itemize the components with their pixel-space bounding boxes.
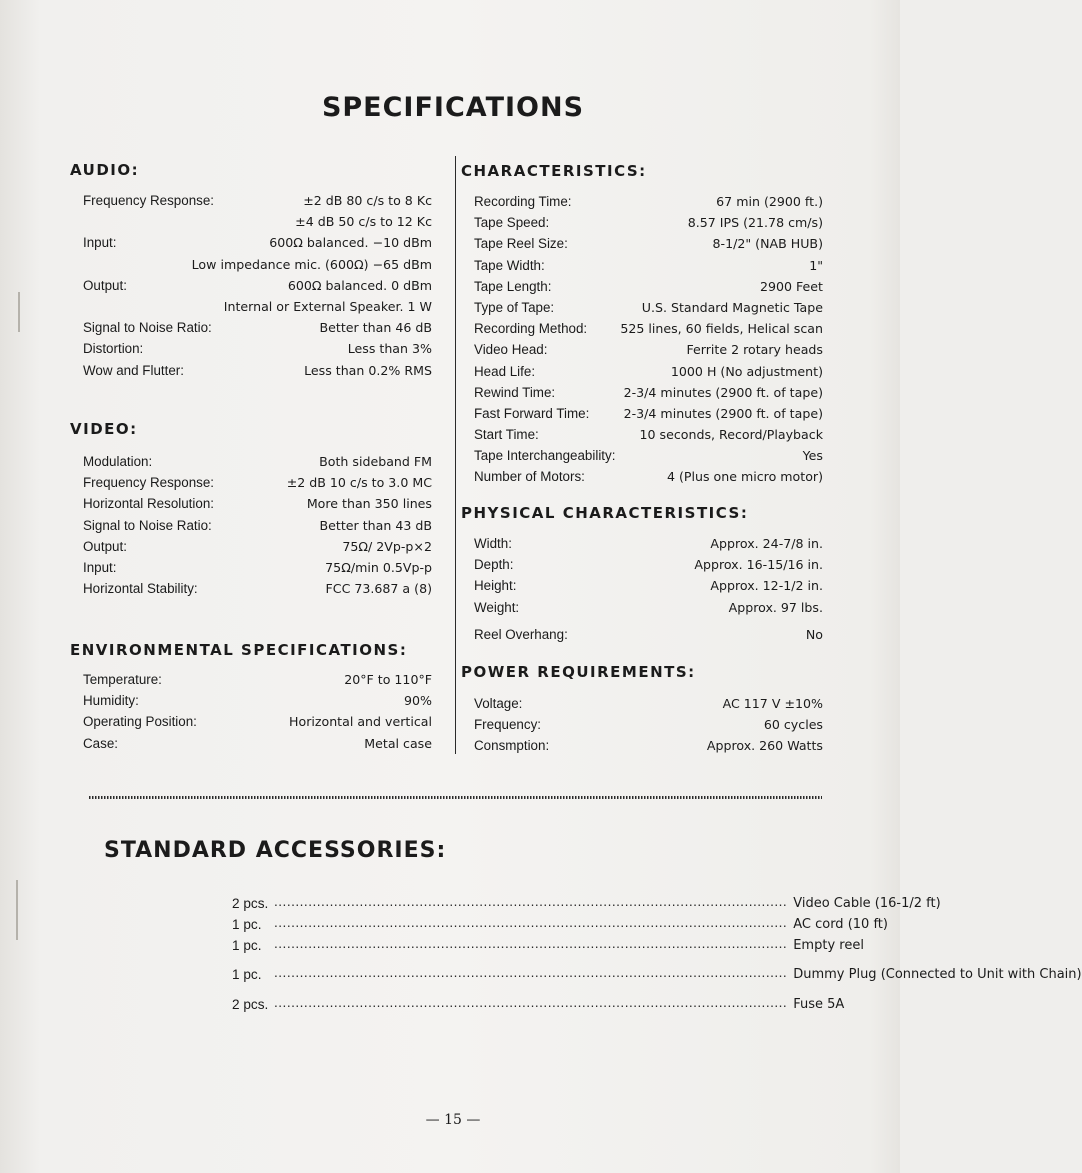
edge-mark [18, 292, 20, 332]
spec-row: Frequency Response: ±2 dB 10 c/s to 3.0 MC [83, 475, 432, 491]
physical-spec-list [474, 533, 823, 645]
spec-row: Head Life: 1000 H (No adjustment) [474, 363, 823, 379]
dotted-divider [89, 796, 822, 799]
leader-dots: ........................................................................................................................ [274, 894, 788, 909]
audio-heading: AUDIO: [70, 161, 140, 179]
spec-row: Tape Width: 1" [474, 257, 823, 273]
leader-dots: ........................................................................................................................ [274, 995, 788, 1010]
spec-row: Internal or External Speaker. 1 W [223, 298, 432, 314]
leader-dots: ........................................................................................................................ [274, 915, 788, 930]
spec-row: Output: 600Ω balanced. 0 dBm [83, 277, 432, 293]
spec-row: Distortion: Less than 3% [83, 341, 432, 357]
spec-row: Start Time: 10 seconds, Record/Playback [474, 427, 823, 443]
spec-row: Horizontal Resolution: More than 350 lines [83, 496, 432, 512]
spec-row: Reel Overhang: No [474, 626, 823, 642]
spec-row: Rewind Time: 2-3/4 minutes (2900 ft. of tape) [474, 384, 823, 400]
spec-row: Signal to Noise Ratio: Better than 46 dB [83, 320, 432, 336]
spec-row: Fast Forward Time: 2-3/4 minutes (2900 ft. of tape) [474, 405, 823, 421]
spec-row: ±4 dB 50 c/s to 12 Kc [295, 214, 432, 230]
spec-row: Video Head: Ferrite 2 rotary heads [474, 342, 823, 358]
audio-spec-list [83, 190, 432, 381]
power-spec-list [474, 693, 823, 757]
spec-row: Recording Time: 67 min (2900 ft.) [474, 194, 823, 209]
spec-row: Frequency Response: ±2 dB 80 c/s to 8 Kc [83, 193, 432, 208]
spec-row: Input: 75Ω/min 0.5Vp-p [83, 559, 432, 575]
characteristics-heading: CHARACTERISTICS: [461, 162, 647, 180]
spec-row: Recording Method: 525 lines, 60 fields, Helical scan [474, 321, 823, 337]
spec-row: Case: Metal case [83, 735, 432, 751]
environmental-spec-list [83, 669, 432, 754]
spec-row: Tape Length: 2900 Feet [474, 278, 823, 294]
accessory-item: 2 pcs. ........................................................................................................................ Fuse 5A [232, 995, 845, 1012]
leader-dots: ........................................................................................................................ [274, 936, 788, 951]
spec-row: Height: Approx. 12-1/2 in. [474, 578, 823, 594]
spec-row: Weight: Approx. 97 lbs. [474, 599, 823, 615]
environmental-heading: ENVIRONMENTAL SPECIFICATIONS: [70, 641, 408, 659]
spec-row: Frequency: 60 cycles [474, 717, 823, 733]
spec-row: Wow and Flutter: Less than 0.2% RMS [83, 362, 432, 378]
page-title: SPECIFICATIONS [321, 92, 585, 123]
spec-row: Temperature: 20°F to 110°F [83, 672, 432, 687]
physical-heading: PHYSICAL CHARACTERISTICS: [461, 504, 749, 522]
spec-row: Type of Tape: U.S. Standard Magnetic Tape [474, 299, 823, 315]
spec-row: Tape Speed: 8.57 IPS (21.78 cm/s) [474, 215, 823, 231]
spec-row: Low impedance mic. (600Ω) −65 dBm [191, 256, 432, 272]
accessory-item: 1 pc. ........................................................................................................................ Dummy Plug (Connected to Unit with Chain) [232, 965, 1082, 982]
accessory-item: 1 pc. ........................................................................................................................ AC cord (10 ft) [232, 915, 888, 932]
spec-row: Width: Approx. 24-7/8 in. [474, 536, 823, 551]
spec-row: Input: 600Ω balanced. −10 dBm [83, 235, 432, 251]
spec-row: Consmption: Approx. 260 Watts [474, 738, 823, 754]
spec-row: Depth: Approx. 16-15/16 in. [474, 557, 823, 573]
edge-mark [16, 880, 18, 940]
power-heading: POWER REQUIREMENTS: [461, 663, 696, 681]
spec-row: Horizontal Stability: FCC 73.687 a (8) [83, 581, 432, 597]
leader-dots: ........................................................................................................................ [274, 965, 788, 980]
spec-row: Voltage: AC 117 V ±10% [474, 696, 823, 711]
accessory-item: 1 pc. ........................................................................................................................ Empty reel [232, 936, 864, 953]
spec-row: Humidity: 90% [83, 693, 432, 709]
page-number: — 15 — [425, 1112, 481, 1128]
spec-row: Number of Motors: 4 (Plus one micro motor) [474, 469, 823, 485]
accessories-heading: STANDARD ACCESSORIES: [104, 838, 447, 863]
characteristics-spec-list [474, 191, 823, 488]
video-spec-list [83, 451, 432, 599]
spec-row: Modulation: Both sideband FM [83, 454, 432, 469]
spec-row: Tape Interchangeability: Yes [474, 448, 823, 464]
column-divider [455, 156, 456, 754]
spec-row: Tape Reel Size: 8-1/2" (NAB HUB) [474, 236, 823, 252]
spec-row: Signal to Noise Ratio: Better than 43 dB [83, 517, 432, 533]
accessory-item: 2 pcs. ........................................................................................................................ Video Cable (16-1/2 ft) [232, 894, 941, 911]
video-heading: VIDEO: [70, 420, 138, 438]
spec-row: Output: 75Ω/ 2Vp-p×2 [83, 538, 432, 554]
spec-row: Operating Position: Horizontal and vertical [83, 714, 432, 730]
